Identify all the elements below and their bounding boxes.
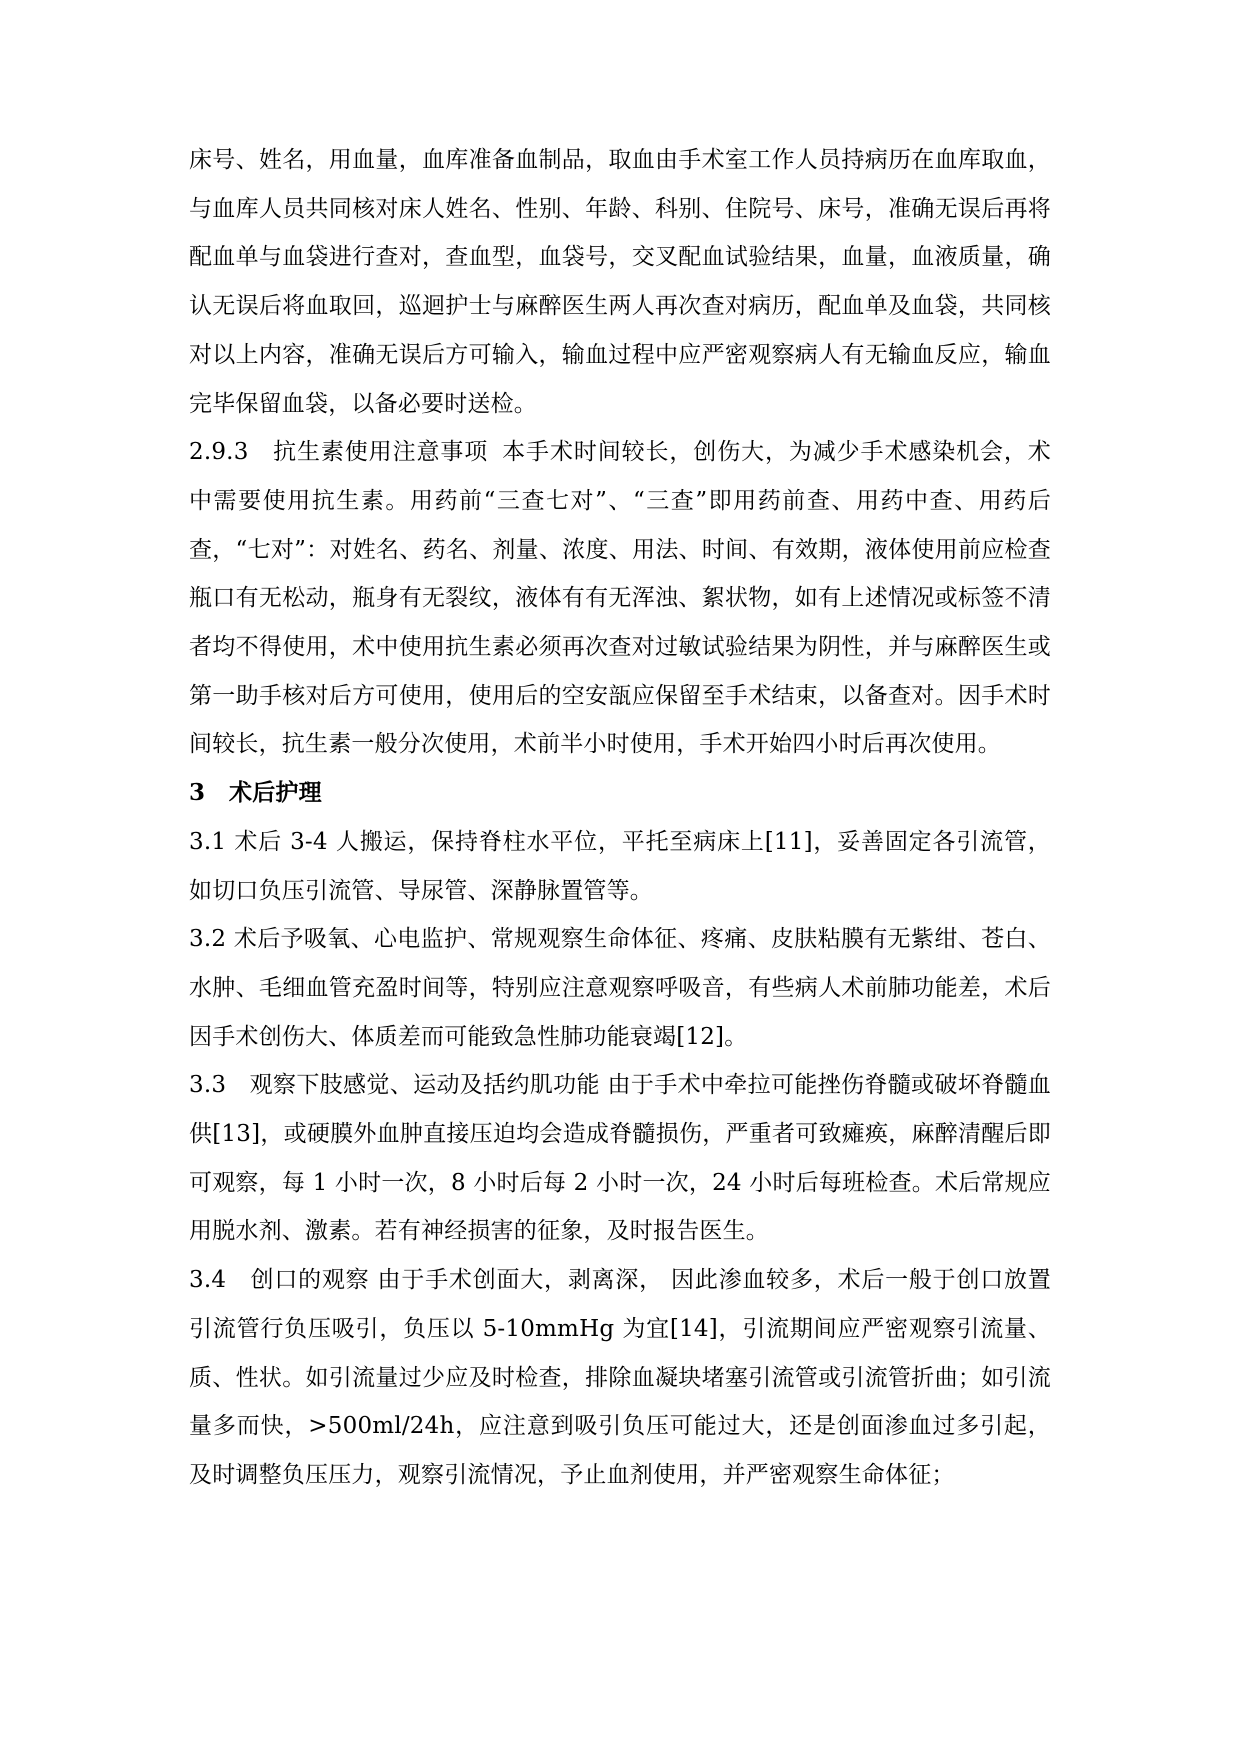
section-heading: [189, 769, 1051, 818]
paragraph-text: 3.1 术后 3-4 人搬运，保持脊柱水平位，平托至病床上[11]，妥善固定各引流管，如切口负压引流管、导尿管、深静脉置管等。: [189, 828, 1051, 904]
section-title: 术后护理: [229, 779, 322, 807]
paragraph-3-4: [189, 1256, 1051, 1500]
paragraph-text: 3.4 创口的观察 由于手术创面大，剥离深， 因此渗血较多，术后一般于创口放置引流管行负压吸引，负压以 5-10mmHg 为宜[14]，引流期间应严密观察引流量、质、性状。如引流量过少应及时检查，排除血凝块堵塞引流管或引流管折曲；如引流量多而快，>500ml/24h，应注意到吸引负压可能过大，还是创面渗血过多引起，及时调整负压压力，观察引流情况，予止血剂使用，并严密观察生命体征；: [189, 1267, 1051, 1488]
subsection-lead: 2.9.3 抗生素使用注意事项: [189, 439, 489, 466]
paragraph-3-3: [189, 1061, 1051, 1256]
paragraph-text: 3.2 术后予吸氧、心电监护、常规观察生命体征、疼痛、皮肤粘膜有无紫绀、苍白、水肿、毛细血管充盈时间等，特别应注意观察呼吸音，有些病人术前肺功能差，术后因手术创伤大、体质差而可能致急性肺功能衰竭[12]。: [189, 926, 1051, 1050]
paragraph-text: 床号、姓名，用血量，血库准备血制品，取血由手术室工作人员持病历在血库取血，与血库人员共同核对床人姓名、性别、年龄、科别、住院号、床号，准确无误后再将配血单与血袋进行查对，查血型，血袋号，交叉配血试验结果，血量，血液质量，确认无误后将血取回，巡迴护士与麻醉医生两人再次查对病历，配血单及血袋，共同核对以上内容，准确无误后方可输入，输血过程中应严密观察病人有无输血反应，输血完毕保留血袋，以备必要时送检。: [189, 147, 1051, 417]
paragraph-3-2: [189, 915, 1051, 1061]
paragraph-antibiotics: [189, 428, 1051, 769]
paragraph-text: 本手术时间较长，创伤大，为减少手术感染机会，术中需要使用抗生素。用药前“三查七对”、“三查”即用药前查、用药中查、用药后查，“七对”：对姓名、药名、剂量、浓度、用法、时间、有效期，液体使用前应检查瓶口有无松动，瓶身有无裂纹，液体有有无浑浊、絮状物，如有上述情况或标签不清者均不得使用，术中使用抗生素必须再次查对过敏试验结果为阴性，并与麻醉医生或第一助手核对后方可使用，使用后的空安瓿应保留至手术结束，以备查对。因手术时间较长，抗生素一般分次使用，术前半小时使用，手术开始四小时后再次使用。: [189, 439, 1051, 758]
paragraph-blood-transfusion: [189, 136, 1051, 428]
paragraph-3-1: [189, 818, 1051, 915]
document-page: [189, 136, 1051, 1500]
section-number: 3: [189, 779, 206, 807]
paragraph-text: 3.3 观察下肢感觉、运动及括约肌功能 由于手术中牵拉可能挫伤脊髓或破坏脊髓血供[13]，或硬膜外血肿直接压迫均会造成脊髓损伤，严重者可致瘫痪，麻醉清醒后即可观察，每 1 小时一次，8 小时后每 2 小时一次，24 小时后每班检查。术后常规应用脱水剂、激素。若有神经损害的征象，及时报告医生。: [189, 1072, 1051, 1245]
